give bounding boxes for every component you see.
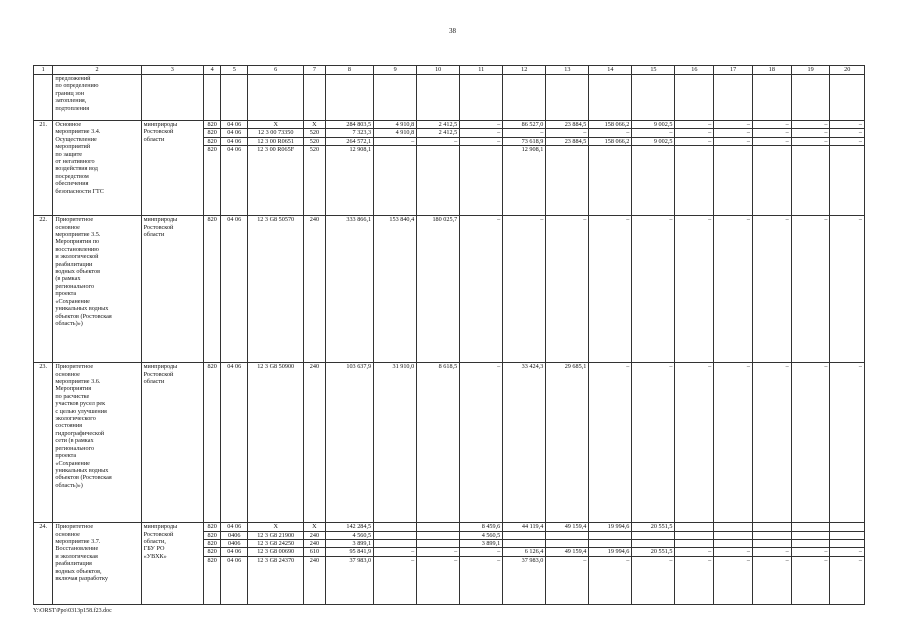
col-header: 10 [417,66,460,75]
table-cell: 9 002,5 [632,137,675,145]
table-cell: 20 551,5 [632,548,675,556]
table-cell: – [675,216,714,363]
table-cell [374,146,417,216]
table-cell: – [752,548,791,556]
activity-name: Основное мероприятие 3.4. Осуществление мероприятий по защите от негативного воздействия вод посредством обеспечения безопасности ГТС [53,121,141,216]
table-cell: 12 3 G8 24370 [248,556,304,604]
table-cell: – [460,121,503,129]
table-cell: 23 884,5 [546,137,589,145]
col-header: 1 [34,66,53,75]
table-cell: 33 424,3 [503,363,546,523]
table-row [34,363,865,523]
table-cell: – [714,556,753,604]
table-cell: 04 06 [221,216,248,363]
table-cell: 4 910,8 [374,129,417,137]
table-cell: 142 284,5 [325,523,373,531]
program-table [33,65,865,605]
col-header: 18 [752,66,791,75]
table-cell [374,540,417,548]
table-cell [752,531,791,539]
table-cell: – [714,548,753,556]
table-cell: 240 [304,540,326,548]
table-cell: 73 618,9 [503,137,546,145]
table-cell: 23 884,5 [546,121,589,129]
table-cell: 19 994,6 [589,523,632,531]
table-cell: 12 3 G8 50570 [248,216,304,363]
table-cell: 610 [304,548,326,556]
table-cell: 8 459,6 [460,523,503,531]
table-cell: – [460,216,503,363]
table-cell: – [675,548,714,556]
table-cell: 180 025,7 [417,216,460,363]
table-cell: 6 126,4 [503,548,546,556]
table-row [34,523,865,531]
col-header: 16 [675,66,714,75]
table-cell: 7 323,3 [325,129,373,137]
table-cell [589,146,632,216]
table-cell: 12 908,1 [503,146,546,216]
row-number: 21. [34,121,53,216]
table-cell: – [752,121,791,129]
table-cell: 4 910,8 [374,121,417,129]
col-header: 13 [546,66,589,75]
table-cell: – [374,137,417,145]
activity-name: Приоритетное основное мероприятие 3.7. Восстановление и экологическая реабилитация водных объектов, включая разработку [53,523,141,605]
table-cell [675,531,714,539]
table-cell: 12 3 00 R0651 [248,137,304,145]
table-cell [675,540,714,548]
table-cell: – [752,216,791,363]
table-cell: 95 841,9 [325,548,373,556]
table-cell: – [589,556,632,604]
table-cell: 31 910,0 [374,363,417,523]
table-cell: 12 3 G8 21900 [248,531,304,539]
table-cell [752,146,791,216]
table-cell [546,540,589,548]
col-header: 5 [221,66,248,75]
col-header: 7 [304,66,326,75]
table-cell: – [675,129,714,137]
row-number: 22. [34,216,53,363]
responsible-agency: минприроды Ростовской области [141,363,203,523]
table-cell [752,540,791,548]
table-cell: – [374,548,417,556]
table-cell: – [632,216,675,363]
table-cell: 4 560,5 [460,531,503,539]
table-cell: 2 412,5 [417,121,460,129]
table-cell: 153 840,4 [374,216,417,363]
table-cell: X [248,523,304,531]
table-cell: 820 [204,556,221,604]
table-cell: – [632,556,675,604]
table-cell: 12 908,1 [325,146,373,216]
activity-name: предложений по определению границ зон затопления, подтопления [53,75,141,121]
table-cell: 820 [204,523,221,531]
table-cell: 4 560,5 [325,531,373,539]
table-cell: 284 803,5 [325,121,373,129]
col-header: 4 [204,66,221,75]
table-cell: – [675,363,714,523]
table-cell: – [830,548,865,556]
continued-row [34,75,865,121]
col-header: 3 [141,66,203,75]
table-row [34,216,865,363]
table-cell [632,540,675,548]
table-cell: 520 [304,137,326,145]
col-header: 6 [248,66,304,75]
table-cell [830,540,865,548]
table-cell: 820 [204,146,221,216]
table-cell [830,146,865,216]
table-cell: 12 3 G8 00690 [248,548,304,556]
table-cell: – [791,556,830,604]
table-cell: – [791,129,830,137]
table-cell: – [675,137,714,145]
table-cell: X [248,121,304,129]
table-cell: 37 983,0 [325,556,373,604]
table-cell: – [791,363,830,523]
table-cell: 240 [304,556,326,604]
table-cell: – [675,556,714,604]
responsible-agency: минприроды Ростовской области, ГБУ РО «УВХК» [141,523,203,605]
file-path-footer: Y:\ORST\Ppo\0313p158.f23.doc [33,608,112,614]
table-cell: – [714,121,753,129]
row-number: 23. [34,363,53,523]
table-cell: – [791,137,830,145]
table-cell [830,523,865,531]
table-cell: 86 527,0 [503,121,546,129]
table-cell: 44 119,4 [503,523,546,531]
table-cell: 103 637,9 [325,363,373,523]
table-cell: 49 159,4 [546,523,589,531]
table-cell: – [714,137,753,145]
col-header: 14 [589,66,632,75]
table-cell: – [460,137,503,145]
table-cell [830,531,865,539]
table-cell: 2 412,5 [417,129,460,137]
table-cell [714,146,753,216]
table-cell [632,531,675,539]
col-header: 9 [374,66,417,75]
table-cell [417,523,460,531]
table-cell: – [830,556,865,604]
table-cell: – [714,363,753,523]
table-cell [374,523,417,531]
table-cell: 820 [204,548,221,556]
table-cell: – [460,363,503,523]
col-header: 12 [503,66,546,75]
table-cell: 12 3 00 73350 [248,129,304,137]
col-header: 8 [325,66,373,75]
table-cell [503,540,546,548]
table-cell [791,523,830,531]
table-cell: 04 06 [221,146,248,216]
col-header: 15 [632,66,675,75]
table-cell: X [304,523,326,531]
table-cell: – [752,129,791,137]
table-cell: – [503,129,546,137]
table-cell: 240 [304,363,326,523]
table-cell [589,531,632,539]
page-number: 38 [449,27,456,35]
table-cell [417,540,460,548]
table-cell: 240 [304,531,326,539]
table-cell: – [374,556,417,604]
table-cell: – [752,556,791,604]
table-cell: – [791,216,830,363]
table-cell: 820 [204,531,221,539]
table-cell: 04 06 [221,556,248,604]
table-cell: 333 866,1 [325,216,373,363]
col-header: 2 [53,66,141,75]
table-cell: 04 06 [221,129,248,137]
table-row [34,121,865,129]
table-cell: – [752,363,791,523]
table-cell: 820 [204,137,221,145]
table-cell: – [546,556,589,604]
table-cell [675,146,714,216]
table-cell: 520 [304,146,326,216]
table-cell: – [752,137,791,145]
table-cell [791,540,830,548]
table-cell: X [304,121,326,129]
table-cell: – [460,556,503,604]
table-cell: – [460,548,503,556]
col-header: 17 [714,66,753,75]
responsible-agency: минприроды Ростовской области [141,216,203,363]
col-header: 19 [791,66,830,75]
column-number-row [34,66,865,75]
table-cell: 9 002,5 [632,121,675,129]
table-cell: – [503,216,546,363]
col-header: 20 [830,66,865,75]
table-cell: – [791,121,830,129]
table-cell: 37 983,0 [503,556,546,604]
table-cell [417,146,460,216]
table-cell [791,146,830,216]
table-cell [417,531,460,539]
row-number: 24. [34,523,53,605]
table-cell: 04 06 [221,121,248,129]
table-cell [791,531,830,539]
table-cell: 158 066,2 [589,121,632,129]
table-cell: 04 06 [221,137,248,145]
table-cell [714,540,753,548]
table-cell: 0406 [221,531,248,539]
activity-name: Приоритетное основное мероприятие 3.5. Мероприятия по восстановлению и экологической реабилитации водных объектов (в рамках регионального проекта «Сохранение уникальных водных объектов (Ростовская область)») [53,216,141,363]
table-cell: – [589,363,632,523]
table-cell: 158 066,2 [589,137,632,145]
table-cell: 3 899,1 [325,540,373,548]
table-cell: – [589,129,632,137]
table-cell: – [546,129,589,137]
table-cell: – [632,129,675,137]
table-cell: – [830,129,865,137]
responsible-agency: минприроды Ростовской области [141,121,203,216]
table-cell: 12 3 00 R065F [248,146,304,216]
table-cell: – [714,129,753,137]
table-cell [503,531,546,539]
table-cell [632,146,675,216]
table-cell: – [791,548,830,556]
table-cell: 820 [204,540,221,548]
table-cell: – [417,548,460,556]
col-header: 11 [460,66,503,75]
table-cell: – [460,129,503,137]
table-cell: – [675,121,714,129]
activity-name: Приоритетное основное мероприятие 3.6. Мероприятия по расчистке участков русел рек с целью улучшения экологического состояния гидрографической сети (в рамках регионального проекта «Сохранение уникальных водных объектов (Ростовская область)») [53,363,141,523]
table-cell: – [830,121,865,129]
table-cell: 19 994,6 [589,548,632,556]
table-cell: 49 159,4 [546,548,589,556]
table-cell: 240 [304,216,326,363]
table-cell: – [589,216,632,363]
table-cell: – [417,556,460,604]
table-cell: 04 06 [221,363,248,523]
table-cell: 0406 [221,540,248,548]
table-cell: 20 551,5 [632,523,675,531]
table-cell: – [632,363,675,523]
table-cell: 04 06 [221,523,248,531]
table-cell: – [417,137,460,145]
table-cell: 12 3 G8 50900 [248,363,304,523]
table-cell: 820 [204,121,221,129]
table-cell: 264 572,1 [325,137,373,145]
table-cell: – [546,216,589,363]
table-cell [714,523,753,531]
table-cell [374,531,417,539]
table-cell [546,146,589,216]
table-cell [460,146,503,216]
table-cell: 12 3 G8 24250 [248,540,304,548]
table-cell: 820 [204,216,221,363]
table-cell: – [830,363,865,523]
table-cell: 8 618,5 [417,363,460,523]
table-cell [675,523,714,531]
table-cell: 29 685,1 [546,363,589,523]
table-cell: 3 899,1 [460,540,503,548]
table-cell: 04 06 [221,548,248,556]
table-cell: 820 [204,363,221,523]
table-cell: 520 [304,129,326,137]
table-cell [589,540,632,548]
table-cell [752,523,791,531]
table-cell [714,531,753,539]
table-cell: – [714,216,753,363]
table-cell: – [830,137,865,145]
table-cell: – [830,216,865,363]
table-cell [546,531,589,539]
table-cell: 820 [204,129,221,137]
